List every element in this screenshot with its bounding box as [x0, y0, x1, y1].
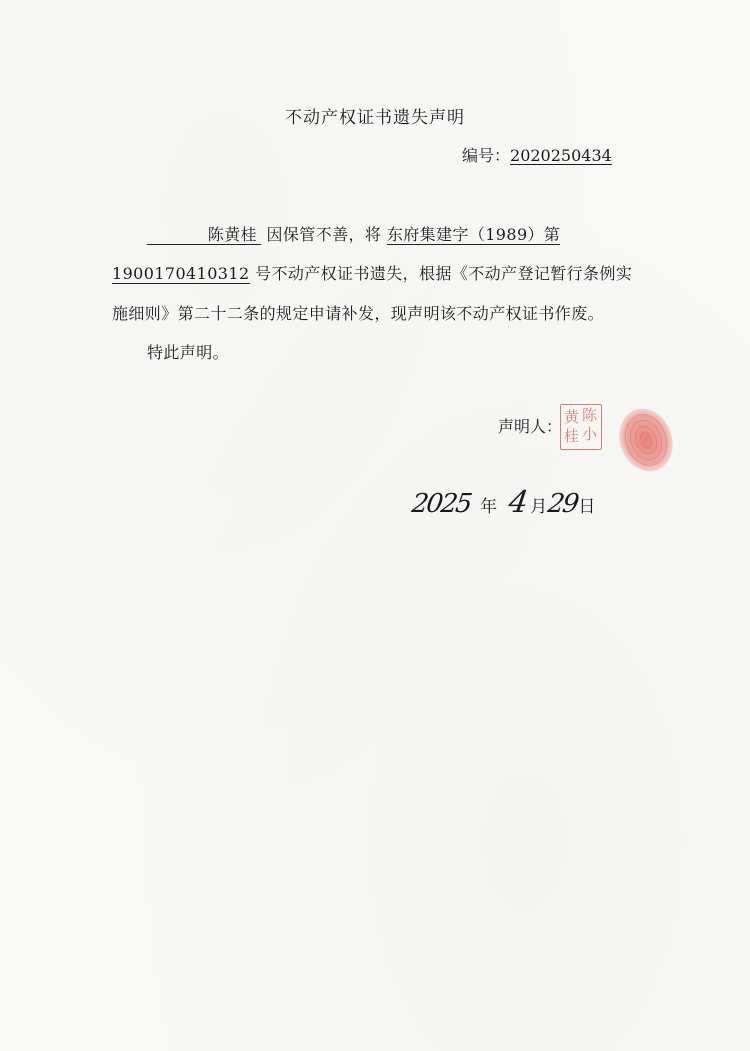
thumbprint: [617, 406, 675, 474]
date-year-unit: 年: [480, 497, 498, 517]
statement-text-b: 号不动产权证书遗失，根据《不动产登记暂行条例实: [255, 264, 633, 283]
date-month-unit: 月: [530, 497, 548, 517]
seal-char-2: 小: [582, 425, 598, 443]
paragraph-line-2: [112, 261, 632, 284]
date-day: 29: [546, 489, 580, 519]
declarant-label: 声明人：: [498, 417, 563, 436]
seal-char-1: 陈: [582, 406, 598, 424]
certificate-number: 1900170410312: [112, 264, 250, 283]
document-number-value: 2020250434: [510, 146, 612, 165]
date-year: 2025: [409, 489, 473, 519]
personal-seal: [560, 404, 602, 450]
paragraph-line-3: 施细则》第二十二条的规定申请补发，现声明该不动产权证书作废。: [112, 304, 605, 323]
document-number: [462, 143, 612, 166]
seal-char-3: 黄: [564, 408, 580, 426]
paragraph-line-1: [147, 222, 560, 245]
seal-char-4: 桂: [564, 427, 580, 445]
certificate-prefix: 东府集建字（1989）第: [386, 225, 561, 244]
closing-text: 特此声明。: [147, 343, 230, 362]
date-month: 4: [506, 485, 531, 520]
date-day-unit: 日: [578, 497, 596, 517]
declarant-name: 陈黄桂: [147, 225, 261, 245]
signature-date: [409, 485, 596, 525]
page-title: 不动产权证书遗失声明: [285, 108, 465, 128]
document-number-label: 编号：: [462, 146, 511, 165]
statement-text-a: 因保管不善，将: [266, 225, 382, 244]
